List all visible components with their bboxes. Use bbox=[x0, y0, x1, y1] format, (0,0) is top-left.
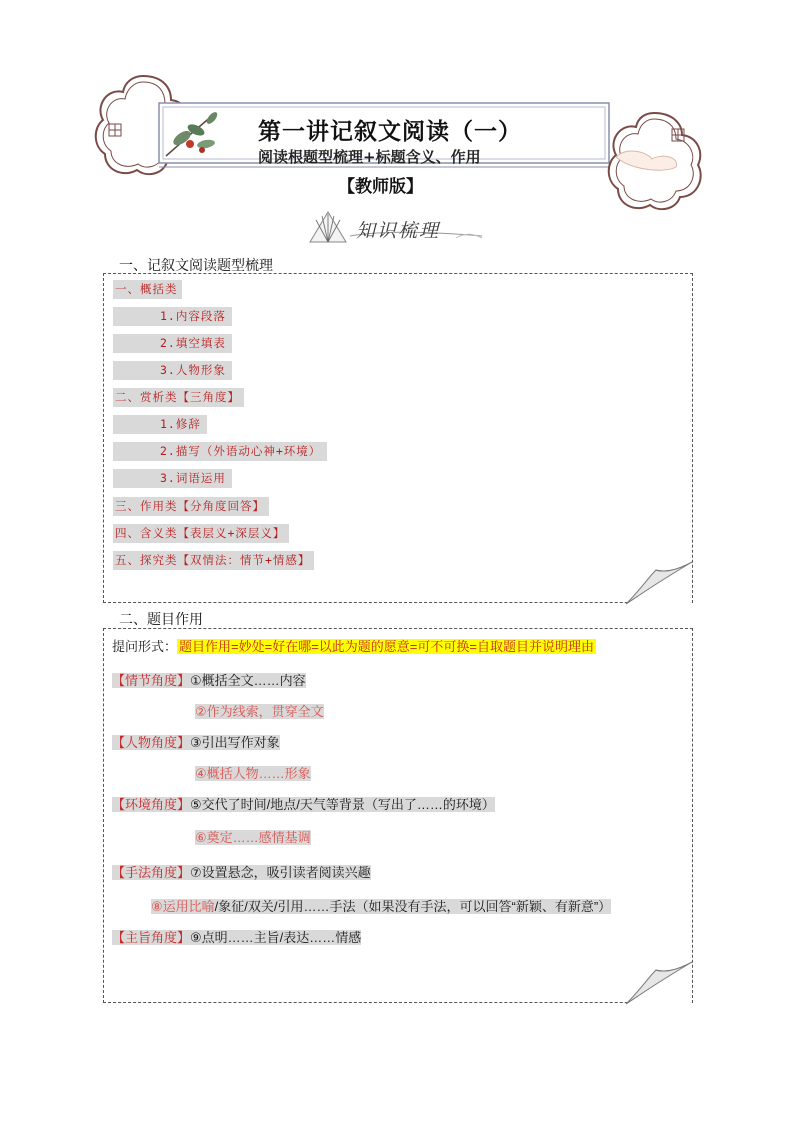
angle-point-sub bbox=[151, 897, 611, 917]
document-subtitle: 阅读根题型梳理+标题含义、作用 bbox=[258, 148, 481, 166]
list-item-level2: 2.填空填表 bbox=[113, 334, 232, 353]
document-title: 第一讲记叙文阅读（一） bbox=[258, 118, 522, 145]
angle-point-a: ⑧运用比喻 bbox=[151, 899, 215, 914]
list-item-level1: 一、概括类 bbox=[113, 280, 182, 299]
list-item-level1: 三、作用类【分角度回答】 bbox=[113, 497, 269, 516]
cloud-frame-right-decoration bbox=[606, 107, 706, 217]
angle-row bbox=[112, 928, 361, 948]
angle-tag: 【情节角度】 bbox=[112, 673, 191, 688]
angle-point: ③引出写作对象 bbox=[190, 735, 280, 750]
angle-point: ⑦设置悬念，吸引读者阅读兴趣 bbox=[190, 865, 371, 880]
page-curl-icon bbox=[622, 560, 696, 606]
angle-point: ⑥奠定……感情基调 bbox=[195, 830, 311, 845]
angle-tag: 【人物角度】 bbox=[112, 735, 191, 750]
version-label: 【教师版】 bbox=[338, 177, 423, 197]
angle-tag: 【主旨角度】 bbox=[112, 930, 191, 945]
angle-tag: 【手法角度】 bbox=[112, 865, 191, 880]
angle-point: ⑨点明……主旨/表达……情感 bbox=[190, 930, 362, 945]
page-curl-icon bbox=[622, 960, 696, 1006]
angle-point: ①概括全文……内容 bbox=[190, 673, 306, 688]
list-item-level2: 2.描写（外语动心神+环境） bbox=[113, 442, 327, 461]
question-form-text: 题目作用=妙处=好在哪=以此为题的愿意=可不可换=自取题目并说明理由 bbox=[179, 639, 594, 654]
question-form-row bbox=[112, 637, 596, 657]
question-form-label: 提问形式： bbox=[112, 639, 178, 654]
angle-point: ④概括人物……形象 bbox=[195, 766, 311, 781]
angle-row bbox=[112, 733, 280, 753]
angle-point-sub bbox=[195, 764, 311, 784]
angle-point-sub bbox=[195, 828, 311, 848]
list-item-level2: 3.人物形象 bbox=[113, 361, 232, 380]
angle-row bbox=[112, 671, 306, 691]
list-item-level1: 五、探究类【双情法：情节+情感】 bbox=[113, 551, 314, 570]
knowledge-badge-label: 知识梳理 bbox=[356, 220, 441, 242]
list-item-level2: 1.内容段落 bbox=[113, 307, 232, 326]
list-item-level1: 四、含义类【表层义+深层义】 bbox=[113, 524, 289, 543]
angle-point: ⑤交代了时间/地点/天气等背景（写出了……的环境） bbox=[190, 797, 495, 812]
angle-point: ②作为线索，贯穿全文 bbox=[195, 704, 324, 719]
angle-row bbox=[112, 795, 495, 815]
angle-point-b: /象征/双关/引用……手法（如果没有手法，可以回答“新颖、有新意”） bbox=[214, 899, 612, 914]
list-item-level2: 1.修辞 bbox=[113, 415, 207, 434]
list-item-level2: 3.词语运用 bbox=[113, 469, 232, 488]
section2-heading: 二、题目作用 bbox=[119, 611, 203, 627]
angle-row bbox=[112, 863, 371, 883]
angle-point-sub bbox=[195, 702, 324, 722]
flower-branch-icon bbox=[160, 104, 230, 162]
section1-heading: 一、记叙文阅读题型梳理 bbox=[119, 257, 273, 273]
angle-tag: 【环境角度】 bbox=[112, 797, 191, 812]
list-item-level1: 二、赏析类【三角度】 bbox=[113, 388, 244, 407]
